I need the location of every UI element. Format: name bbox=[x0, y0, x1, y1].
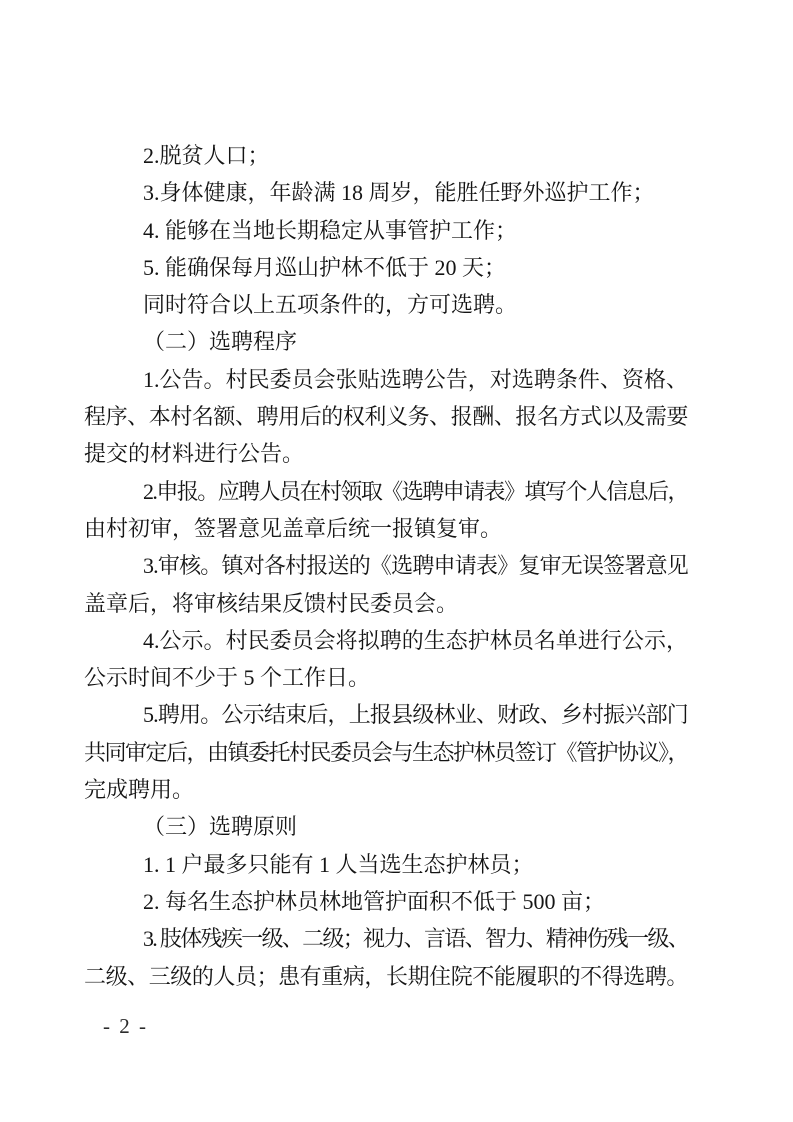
body-line: 4. 能够在当地长期稳定从事管护工作； bbox=[143, 217, 518, 243]
body-line: 3.审核。镇对各村报送的《选聘申请表》复审无误签署意见 bbox=[143, 553, 688, 579]
body-line: 3.身体健康，年龄满 18 周岁，能胜任野外巡护工作； bbox=[143, 180, 655, 206]
body-line: 1. 1 户最多只能有 1 人当选生态护林员； bbox=[143, 851, 534, 877]
body-line: 由村初审，签署意见盖章后统一报镇复审。 bbox=[84, 515, 503, 541]
body-line: 3. 肢体残疾一级、二级；视力、言语、智力、精神伤残一级、 bbox=[143, 926, 689, 952]
body-line: 2.脱贫人口； bbox=[143, 143, 270, 168]
document-body bbox=[84, 137, 688, 995]
body-line: 4.公示。村民委员会将拟聘的生态护林员名单进行公示， bbox=[143, 627, 688, 653]
body-line: 2.申报。应聘人员在村领取《选聘申请表》填写个人信息后， bbox=[143, 478, 688, 504]
body-line: 程序、本村名额、聘用后的权利义务、报酬、报名方式以及需要 bbox=[84, 404, 689, 430]
body-line: 共同审定后，由镇委托村民委员会与生态护林员签订《管护协议》， bbox=[84, 739, 689, 765]
body-line: 同时符合以上五项条件的，方可选聘。 bbox=[143, 292, 518, 318]
section-heading: （三）选聘原则 bbox=[143, 814, 298, 840]
body-line: 提交的材料进行公告。 bbox=[84, 441, 305, 467]
body-line: 公示时间不少于 5 个工作日。 bbox=[84, 665, 371, 691]
page-number: - 2 - bbox=[103, 1014, 148, 1038]
section-heading: （二）选聘程序 bbox=[143, 329, 298, 355]
body-line: 完成聘用。 bbox=[84, 777, 195, 803]
body-line: 1.公告。村民委员会张贴选聘公告，对选聘条件、资格、 bbox=[143, 366, 688, 392]
body-line: 5.聘用。公示结束后，上报县级林业、财政、乡村振兴部门 bbox=[143, 702, 688, 728]
body-line: 5. 能确保每月巡山护林不低于 20 天； bbox=[143, 254, 507, 280]
body-line: 二级、三级的人员；患有重病，长期住院不能履职的不得选聘。 bbox=[84, 963, 689, 989]
body-line: 2. 每名生态护林员林地管护面积不低于 500 亩； bbox=[143, 888, 606, 914]
body-line: 盖章后，将审核结果反馈村民委员会。 bbox=[84, 590, 459, 616]
